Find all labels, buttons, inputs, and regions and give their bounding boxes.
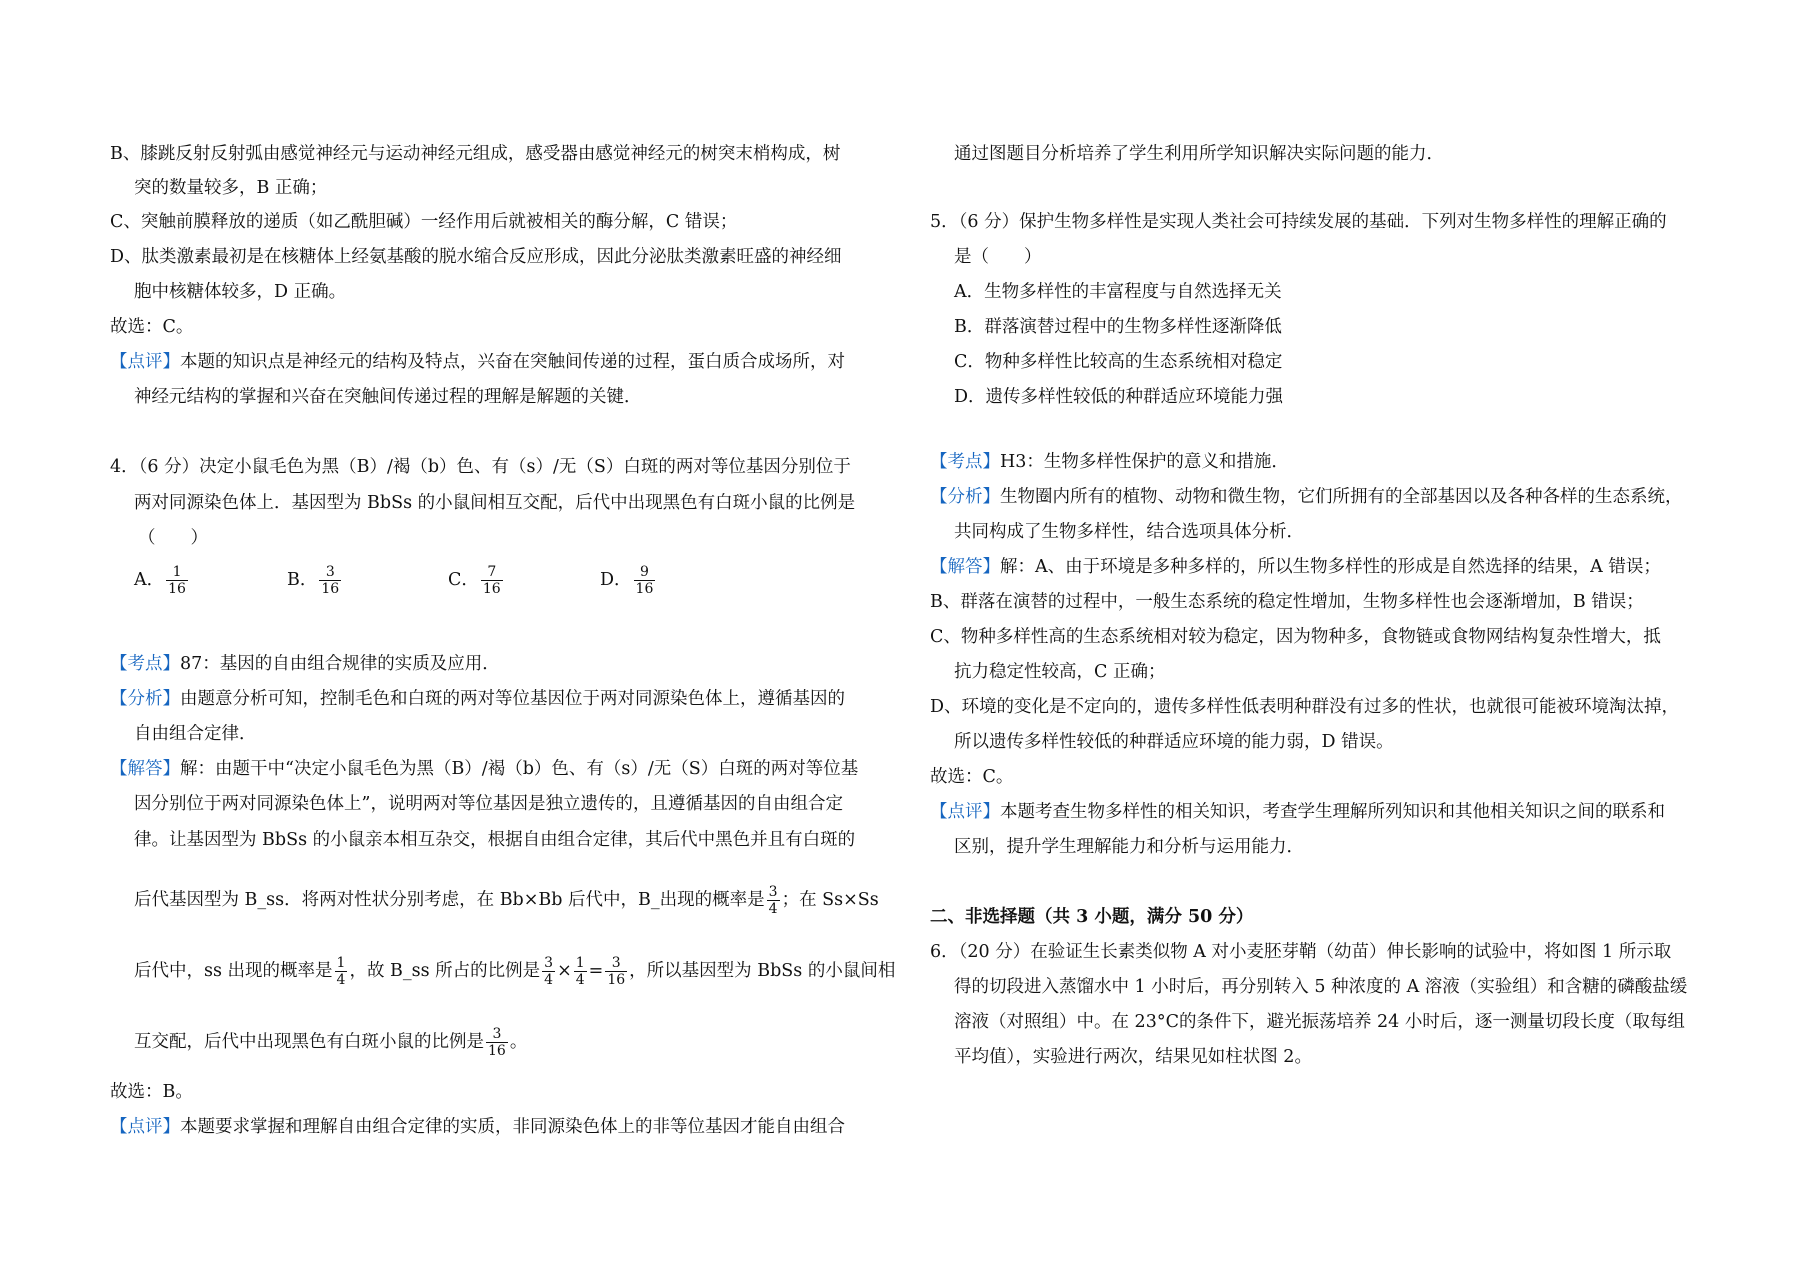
q3-comment-line2: 神经元结构的掌握和兴奋在突触间传递过程的理解是解题的关键．: [134, 387, 642, 407]
q4-jieda-line3: 律。让基因型为 BbSs 的小鼠亲本相互杂交，根据自由组合定律，其后代中黑色并且有白斑的: [134, 830, 856, 850]
q5-fenxi-line2: 共同构成了生物多样性，结合选项具体分析．: [954, 522, 1304, 542]
q4-option-d: D． $\frac{9}{16}$: [600, 564, 654, 597]
q5-kaodian: 【考点】H3：生物多样性保护的意义和措施．: [930, 452, 1289, 472]
q4-stem-line3: （ ）: [138, 528, 208, 548]
q3-option-d-line2: 胞中核糖体较多，D 正确。: [134, 282, 347, 302]
q4-stem-line2: 两对同源染色体上．基因型为 BbSs 的小鼠间相互交配，后代中出现黑色有白斑小鼠的比例是: [134, 493, 856, 513]
q4-comment-line1: 【点评】本题要求掌握和理解自由组合定律的实质，非同源染色体上的非等位基因才能自由组合: [110, 1117, 845, 1137]
q6-line4: 平均值），实验进行两次，结果见如柱状图 2。: [954, 1047, 1312, 1067]
q5-comment-line2: 区别，提升学生理解能力和分析与运用能力．: [954, 837, 1304, 857]
q4-jieda-line1: 【解答】解：由题干中“决定小鼠毛色为黑（B）/褐（b）色、有（s）/无（S）白斑的两对等位基: [110, 759, 859, 779]
q5-stem-line1: 5．（6 分）保护生物多样性是实现人类社会可持续发展的基础．下列对生物多样性的理解正确的: [930, 212, 1667, 232]
q4-jieda-line6: 互交配，后代中出现黑色有白斑小鼠的比例是 $\frac{3}{16}$ 。: [134, 1026, 528, 1059]
q5-comment-line1: 【点评】本题考查生物多样性的相关知识，考查学生理解所列知识和其他相关知识之间的联系和: [930, 802, 1665, 822]
q4-kaodian: 【考点】87：基因的自由组合规律的实质及应用．: [110, 654, 500, 674]
q6-line3: 溶液（对照组）中。在 23°C的条件下，避光振荡培养 24 小时后，逐一测量切段长度（取每组: [954, 1012, 1685, 1032]
q4-jieda-line4: 后代基因型为 B_ss．将两对性状分别考虑，在 Bb×Bb 后代中，B_出现的概率是 $\frac{3}{4}$ ；在 Ss×Ss: [134, 884, 879, 917]
q5-fenxi-line1: 【分析】生物圈内所有的植物、动物和微生物，它们所拥有的全部基因以及各种各样的生态系统，: [930, 487, 1683, 507]
q4-jieda-line5: 后代中，ss 出现的概率是 $\frac{1}{4}$ ，故 B_ss 所占的比例是 $\frac{3}{4}$ × $\frac{1}{4}$ = $\frac{3}{16}$ ，所以基因型为 BbSs 的小鼠间相: [134, 955, 896, 988]
q3-option-d-line1: D、肽类激素最初是在核糖体上经氨基酸的脱水缩合反应形成，因此分泌肽类激素旺盛的神经细: [110, 247, 842, 267]
q4-comment-tail: 通过图题目分析培养了学生利用所学知识解决实际问题的能力．: [954, 144, 1444, 164]
q5-option-b: B．群落演替过程中的生物多样性逐渐降低: [954, 317, 1282, 337]
q3-comment-line1: 【点评】本题的知识点是神经元的结构及特点，兴奋在突触间传递的过程，蛋白质合成场所，对: [110, 352, 845, 372]
q5-jieda-line1: 【解答】解：A、由于环境是多种多样的，所以生物多样性的形成是自然选择的结果，A 错误；: [930, 557, 1661, 577]
q4-stem-line1: 4．（6 分）决定小鼠毛色为黑（B）/褐（b）色、有（s）/无（S）白斑的两对等位基因分别位于: [110, 457, 851, 477]
q6-line2: 得的切段进入蒸馏水中 1 小时后，再分别转入 5 种浓度的 A 溶液（实验组）和含糖的磷酸盐缓: [954, 977, 1688, 997]
q6-line1: 6．（20 分）在验证生长素类似物 A 对小麦胚芽鞘（幼苗）伸长影响的试验中，将如图 1 所示取: [930, 942, 1672, 962]
q4-jieda-line2: 因分别位于两对同源染色体上”，说明两对等位基因是独立遗传的，且遵循基因的自由组合定: [134, 794, 843, 814]
section-heading: 二、非选择题（共 3 小题，满分 50 分）: [930, 907, 1254, 927]
comment-tag: 【点评】: [110, 352, 180, 372]
q5-jieda-line2: B、群落在演替的过程中，一般生态系统的稳定性增加，生物多样性也会逐渐增加，B 错误；: [930, 592, 1644, 612]
q3-option-b-line1: B、膝跳反射反射弧由感觉神经元与运动神经元组成，感受器由感觉神经元的树突末梢构成，树: [110, 144, 841, 164]
q5-option-c: C．物种多样性比较高的生态系统相对稳定: [954, 352, 1283, 372]
q5-jieda-line6: 所以遗传多样性较低的种群适应环境的能力弱，D 错误。: [954, 732, 1394, 752]
q3-answer: 故选：C。: [110, 317, 194, 337]
q5-option-a: A．生物多样性的丰富程度与自然选择无关: [954, 282, 1282, 302]
q4-fenxi-line1: 【分析】由题意分析可知，控制毛色和白斑的两对等位基因位于两对同源染色体上，遵循基因的: [110, 689, 845, 709]
q5-jieda-line5: D、环境的变化是不定向的，遗传多样性低表明种群没有过多的性状，也就很可能被环境淘汰掉，: [930, 697, 1680, 717]
q5-stem-line2: 是（ ）: [954, 247, 1042, 267]
q3-option-b-line2: 突的数量较多，B 正确；: [134, 178, 328, 198]
q5-jieda-line4: 抗力稳定性较高，C 正确；: [954, 662, 1166, 682]
q5-option-d: D．遗传多样性较低的种群适应环境能力强: [954, 387, 1284, 407]
q4-answer: 故选：B。: [110, 1082, 193, 1102]
q3-option-c: C、突触前膜释放的递质（如乙酰胆碱）一经作用后就被相关的酶分解，C 错误；: [110, 212, 738, 232]
q4-fenxi-line2: 自由组合定律．: [134, 724, 257, 744]
q4-option-a: A． $\frac{1}{16}$: [134, 564, 186, 597]
q4-option-c: C． $\frac{7}{16}$: [448, 564, 501, 597]
q5-jieda-line3: C、物种多样性高的生态系统相对较为稳定，因为物种多，食物链或食物网结构复杂性增大，抵: [930, 627, 1661, 647]
q5-answer: 故选：C。: [930, 767, 1014, 787]
q4-option-b: B． $\frac{3}{16}$: [287, 564, 340, 597]
